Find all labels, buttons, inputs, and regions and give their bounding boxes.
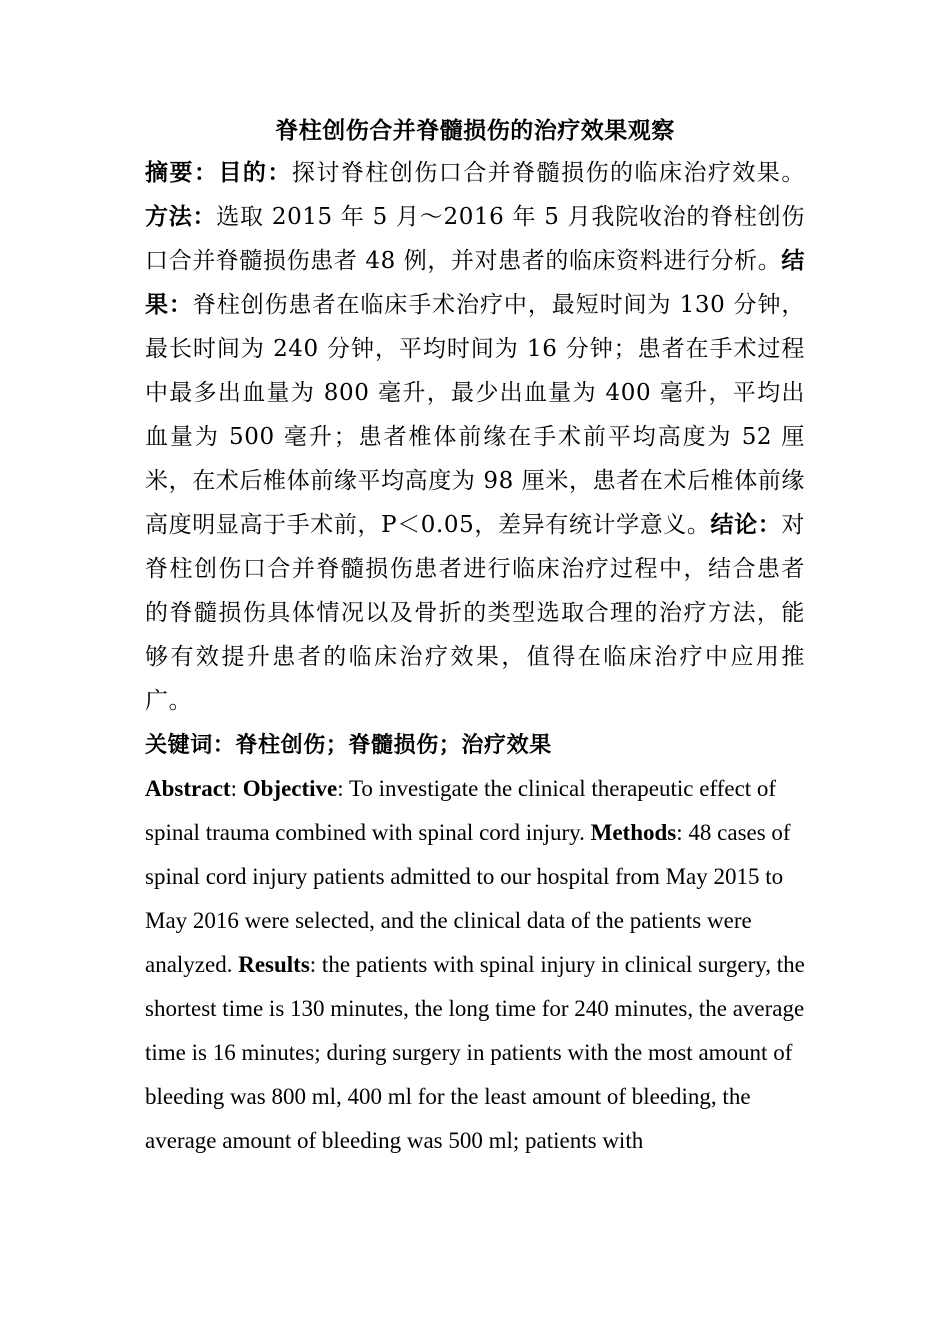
abstract-zh-label: 摘要： [145,159,219,186]
results-zh-label: 结果： [145,247,805,318]
paper-title: 脊柱创伤合并脊髓损伤的治疗效果观察 [275,117,675,144]
conclusion-zh-text: 对脊柱创伤口合并脊髓损伤患者进行临床治疗过程中，结合患者的脊髓损伤具体情况以及骨折的类型选取合理的治疗方法，能够有效提升患者的临床治疗效果，值得在临床治疗中应用推广。 [145,512,805,714]
abstract-en-sep: : [230,776,243,801]
objective-en-label: Objective [242,776,338,801]
conclusion-zh-label: 结论： [710,511,782,538]
document-page [145,113,805,1163]
abstract-en-label: Abstract [145,776,231,801]
methods-en-text: : 48 cases of spinal cord injury patients admitted to our hospital from May 2015 to May 2016 were selected, and the clinical data of the patients were analyzed. [145,820,791,977]
methods-zh-label: 方法： [145,203,217,230]
objective-zh-text: 探讨脊柱创伤口合并脊髓损伤的临床治疗效果。 [291,160,805,186]
methods-zh-text: 选取 2015 年 5 月～2016 年 5 月我院收治的脊柱创伤口合并脊髓损伤患者 48 例，并对患者的临床资料进行分析。 [145,204,805,274]
results-en-label: Results [238,952,310,977]
objective-zh-label: 目的： [218,159,292,186]
abstract-en [145,767,805,1163]
results-zh-text: 脊柱创伤患者在临床手术治疗中，最短时间为 130 分钟，最长时间为 240 分钟，平均时间为 16 分钟；患者在手术过程中最多出血量为 800 毫升，最少出血量为 400 毫升，平均出血量为 500 毫升；患者椎体前缘在手术前平均高度为 52 厘米，在术后椎体前缘平均高度为 98 厘米，患者在术后椎体前缘高度明显高于手术前，P＜0.05，差异有统计学意义。 [145,292,805,538]
objective-en-text: : To investigate the clinical therapeutic effect of spinal trauma combined with spinal cord injury. [145,776,777,845]
abstract-zh [145,151,805,723]
methods-en-label: Methods [590,820,677,845]
keywords-zh: 关键词：脊柱创伤；脊髓损伤；治疗效果 [145,732,552,758]
results-en-text: : the patients with spinal injury in clinical surgery, the shortest time is 130 minutes, the long time for 240 minutes, the average time is 16 minutes; during surgery in patients with the most amount of bleeding was 800 ml, 400 ml for the least amount of bleeding, the average amount of bleeding was 500 ml; patients with [145,952,805,1153]
